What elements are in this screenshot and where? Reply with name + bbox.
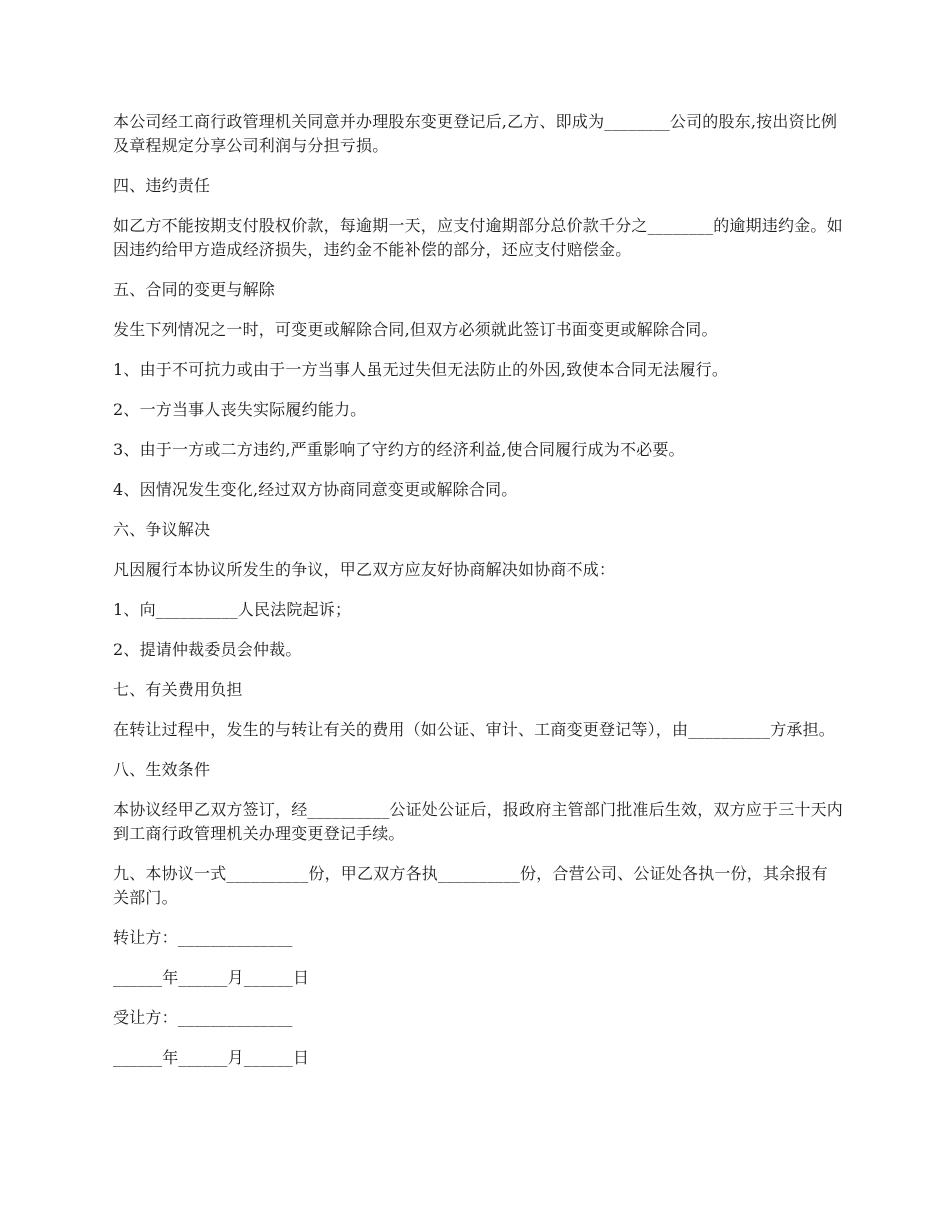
list-item-breach: 3、由于一方或二方违约,严重影响了守约方的经济利益,使合同履行成为不必要。: [113, 440, 685, 459]
paragraph-copies: 九、本协议一式__________份，甲乙双方各执__________份，合营公司、公证处各执一份，其余报有关部门。: [113, 864, 828, 907]
signature-transferor: 转让方：______________: [113, 928, 293, 947]
heading-costs: 七、有关费用负担: [113, 680, 243, 699]
list-item-incapacity: 2、一方当事人丧失实际履约能力。: [113, 400, 367, 419]
signature-transferee: 受让方：______________: [113, 1008, 293, 1027]
paragraph-dispute-negotiation: 凡因履行本协议所发生的争议，甲乙双方应友好协商解决如协商不成：: [113, 560, 616, 579]
heading-effectiveness: 八、生效条件: [113, 760, 211, 779]
paragraph-effectiveness: 本协议经甲乙双方签订，经__________公证处公证后，报政府主管部门批准后生效，双方应于三十天内到工商行政管理机关办理变更登记手续。: [113, 800, 844, 843]
list-item-court: 1、向__________人民法院起诉；: [113, 600, 352, 619]
list-item-arbitration: 2、提请仲裁委员会仲裁。: [113, 640, 302, 659]
heading-contract-change-termination: 五、合同的变更与解除: [113, 280, 276, 299]
list-item-force-majeure: 1、由于不可抗力或由于一方当事人虽无过失但无法防止的外因,致使本合同无法履行。: [113, 360, 729, 379]
document-page: [113, 110, 843, 1086]
date-transferee: ______年______月______日: [113, 1048, 310, 1067]
heading-dispute-resolution: 六、争议解决: [113, 520, 211, 539]
paragraph-change-conditions: 发生下列情况之一时，可变更或解除合同,但双方必须就此签订书面变更或解除合同。: [113, 320, 718, 339]
list-item-mutual-agreement: 4、因情况发生变化,经过双方协商同意变更或解除合同。: [113, 480, 518, 499]
paragraph-shareholder-change: 本公司经工商行政管理机关同意并办理股东变更登记后,乙方、即成为________公司的股东,按出资比例及章程规定分享公司利润与分担亏损。: [113, 112, 838, 155]
paragraph-late-payment-penalty: 如乙方不能按期支付股权价款，每逾期一天，应支付逾期部分总价款千分之________的逾期违约金。如因违约给甲方造成经济损失，违约金不能补偿的部分，还应支付赔偿金。: [113, 216, 843, 259]
paragraph-costs: 在转让过程中，发生的与转让有关的费用（如公证、审计、工商变更登记等），由__________方承担。: [113, 720, 836, 739]
date-transferor: ______年______月______日: [113, 968, 310, 987]
heading-breach-liability: 四、违约责任: [113, 176, 211, 195]
